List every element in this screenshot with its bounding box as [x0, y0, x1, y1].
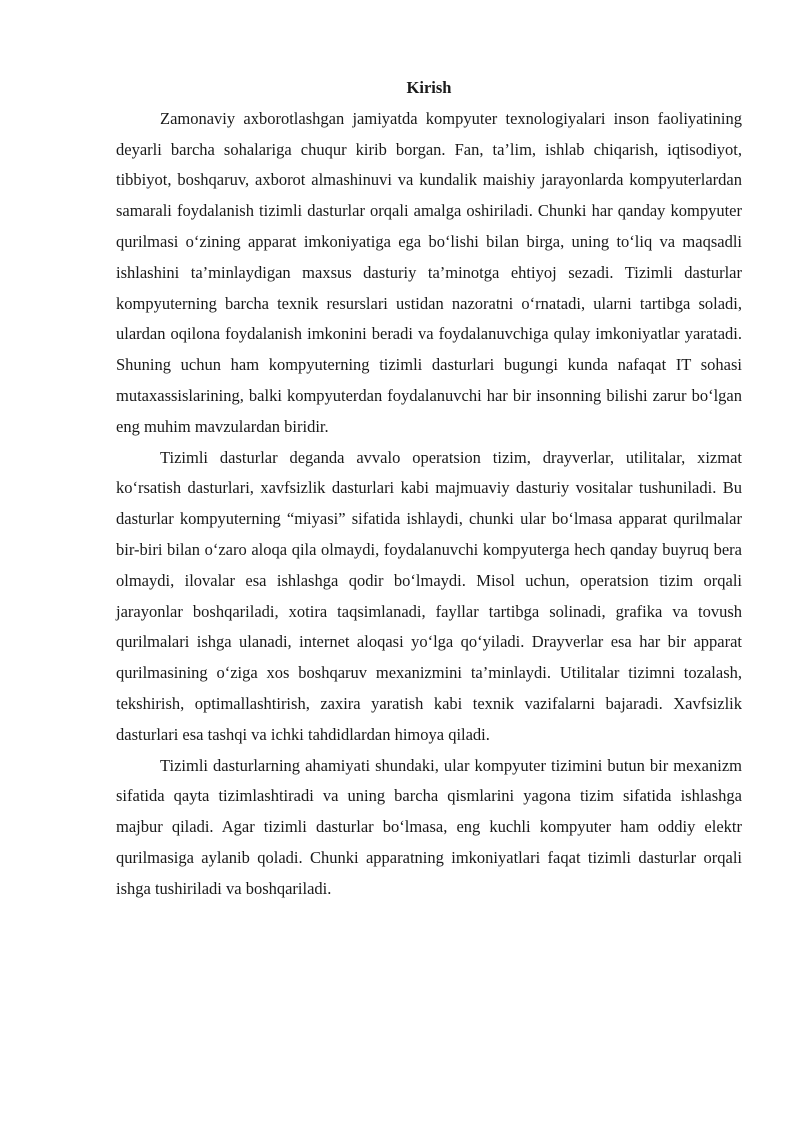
section-title: Kirish	[406, 78, 452, 97]
paragraph-importance: Tizimli dasturlarning ahamiyati shundaki, ular kompyuter tizimini butun bir mexanizm sifatida qayta tizimlashtiradi va uning barcha qismlarini yagona tizim sifatida ishlashga majbur qiladi. Agar tizimli dasturlar bo‘lmasa, eng kuchli kompyuter ham oddiy elektr qurilmasiga aylanib qoladi. Chunki apparatning imkoniyatlari faqat tizimli dasturlar orqali ishga tushiriladi va boshqariladi.	[116, 755, 742, 898]
paragraph-intro: Zamonaviy axborotlashgan jamiyatda kompyuter texnologiyalari inson faoliyatining deyarli barcha sohalariga chuqur kirib borgan. Fan, ta’lim, ishlab chiqarish, iqtisodiyot, tibbiyot, boshqaruv, axborot almashinuvi va kundalik maishiy jarayonlarda kompyuterlardan samarali foydalanish tizimli dasturlar orqali amalga oshiriladi. Chunki har qanday kompyuter qurilmasi o‘zining apparat imkoniyatiga ega bo‘lishi bilan birga, uning to‘liq va maqsadli ishlashini ta’minlaydigan maxsus dasturiy ta’minotga ehtiyoj sezadi. Tizimli dasturlar kompyuterning barcha texnik resurslari ustidan nazoratni o‘rnatadi, ularni tartibga soladi, ulardan oqilona foydalanish imkonini beradi va foydalanuvchiga qulay imkoniyatlar yaratadi. Shuning uchun ham kompyuterning tizimli dasturlari bugungi kunda nafaqat IT sohasi mutaxassislarining, balki kompyuterdan foydalanuvchi har bir insonning bilishi zarur bo‘lgan eng muhim mavzulardan biridir.	[116, 108, 742, 436]
paragraph-system-software: Tizimli dasturlar deganda avvalo operatsion tizim, drayverlar, utilitalar, xizmat ko‘rsatish dasturlari, xavfsizlik dasturlari kabi majmuaviy dasturiy vositalar tushuniladi. Bu dasturlar kompyuterning “miyasi” sifatida ishlaydi, chunki ular bo‘lmasa apparat qurilmalar bir-biri bilan o‘zaro aloqa qila olmaydi, foydalanuvchi kompyuterga hech qanday buyruq bera olmaydi, ilovalar esa ishlashga qodir bo‘lmaydi. Misol uchun, operatsion tizim orqali jarayonlar boshqariladi, xotira taqsimlanadi, fayllar tartibga solinadi, grafika va tovush qurilmalari ishga ulanadi, internet aloqasi yo‘lga qo‘yiladi. Drayverlar esa har bir apparat qurilmasining o‘ziga xos boshqaruv mexanizmini ta’minlaydi. Utilitalar tizimni tozalash, tekshirish, optimallashtirish, zaxira yaratish kabi texnik vazifalarni bajaradi. Xavfsizlik dasturlari esa tashqi va ichki tahdidlardan himoya qiladi.	[116, 447, 742, 744]
document-body	[116, 73, 742, 905]
